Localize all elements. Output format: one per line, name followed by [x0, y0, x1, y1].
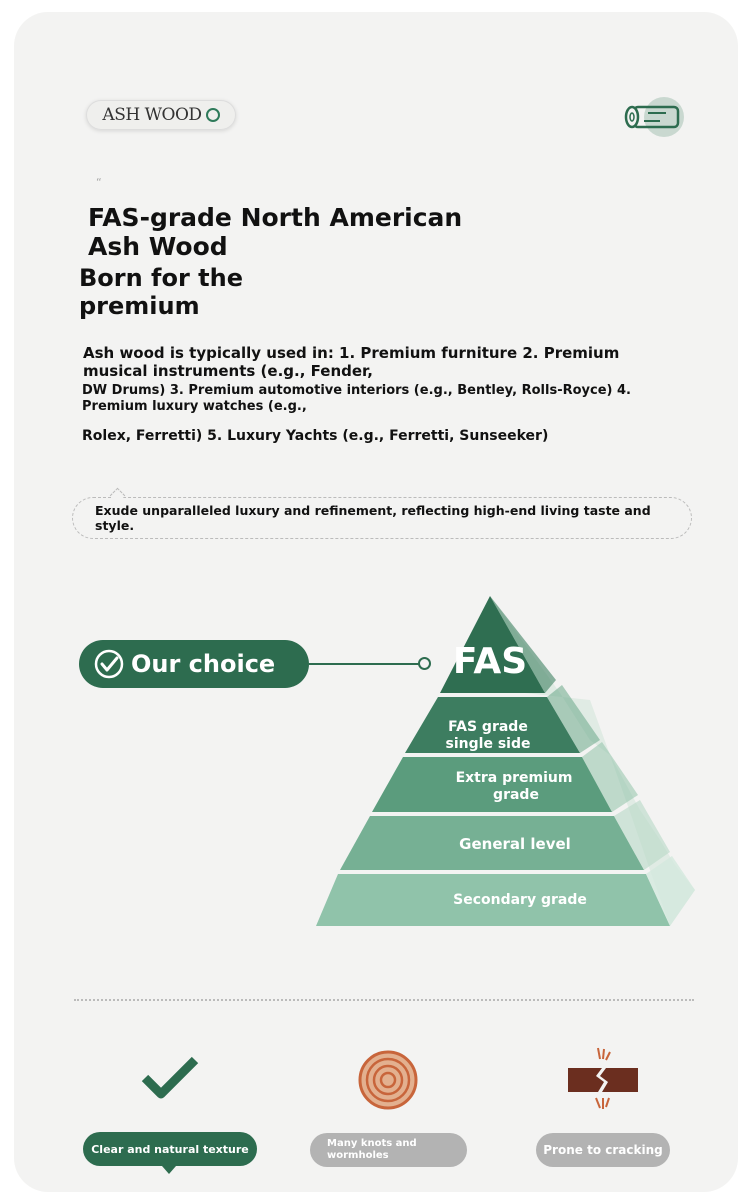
subtitle-line-1: Born for the: [79, 264, 244, 292]
feature-label-texture: Clear and natural texture: [91, 1142, 249, 1156]
section-divider: [74, 999, 694, 1001]
pyramid-label-general: General level: [459, 835, 571, 853]
usage-paragraph-1: Ash wood is typically used in: 1. Premium furniture 2. Premium musical instruments (e.g., Fender,: [83, 344, 620, 380]
wood-rings-icon: [358, 1050, 418, 1110]
usage-paragraph-2: DW Drums) 3. Premium automotive interiors (e.g., Bentley, Rolls-Royce) 4. Premium luxury watches (e.g.,: [82, 383, 631, 414]
pyramid-label-extra-1: Extra premium: [455, 770, 573, 786]
wood-log-icon: [622, 96, 686, 138]
pyramid-label-fas-single-2: single side: [445, 736, 531, 752]
our-choice-label: Our choice: [131, 650, 276, 678]
feature-badge-texture: [83, 1132, 257, 1166]
pyramid-label-fas: FAS: [452, 641, 528, 682]
title-line-2: Ash Wood: [88, 232, 228, 261]
feature-label-knots-1: Many knots and: [327, 1138, 417, 1149]
cracked-board-icon: [566, 1046, 640, 1112]
quote-mark: “: [96, 176, 102, 189]
page-title: [88, 203, 488, 261]
title-line-1: FAS-grade North American: [88, 203, 463, 232]
page-subtitle: [79, 264, 379, 320]
ring-icon: [206, 108, 220, 122]
tag-label: ASH WOOD: [102, 105, 202, 125]
check-circle-icon: [93, 648, 125, 680]
ash-wood-tag: [86, 100, 236, 130]
pyramid-label-extra-2: grade: [493, 787, 539, 803]
subtitle-line-2: premium: [79, 292, 200, 320]
usage-paragraph-3: Rolex, Ferretti) 5. Luxury Yachts (e.g., Ferretti, Sunseeker): [82, 428, 549, 444]
bubble-text: Exude unparalleled luxury and refinement, reflecting high-end living taste and style.: [95, 503, 651, 533]
pyramid-label-fas-single-1: FAS grade: [448, 719, 528, 735]
our-choice-badge: [79, 640, 309, 688]
feature-label-cracking: Prone to cracking: [543, 1143, 663, 1157]
feature-badge-cracking: [536, 1133, 670, 1167]
badge-tip: [162, 1166, 176, 1174]
feature-badge-knots: [310, 1133, 467, 1167]
feature-label-knots-2: wormholes: [327, 1150, 389, 1161]
pyramid-label-secondary: Secondary grade: [453, 892, 587, 908]
checkmark-icon: [140, 1054, 200, 1102]
feature-label-knots: [327, 1138, 417, 1162]
grade-pyramid: [300, 590, 710, 940]
luxury-bubble: [72, 497, 692, 539]
